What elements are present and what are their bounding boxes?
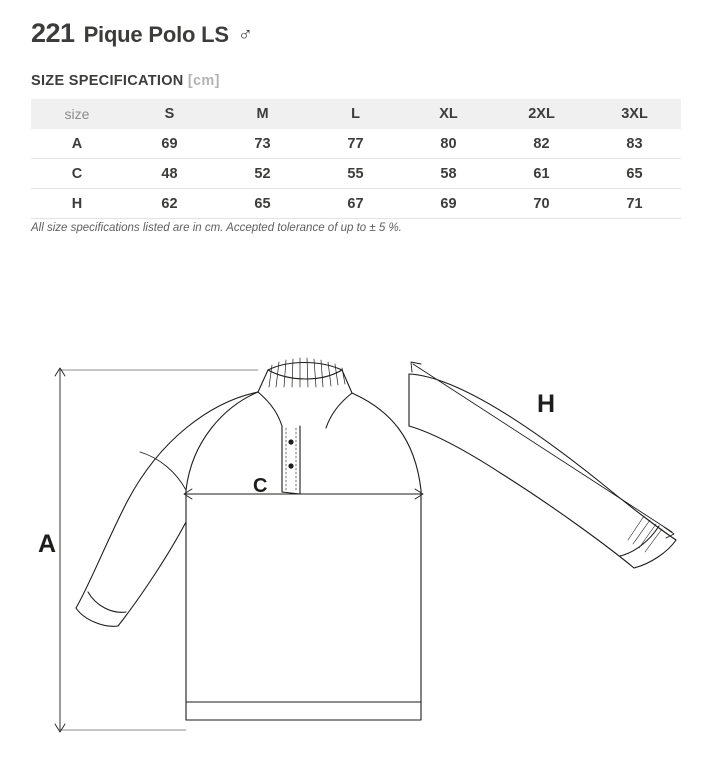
measure-line-a — [55, 368, 258, 732]
cell-c-l: 55 — [347, 165, 364, 182]
table-col-2xl: 2XL — [528, 106, 555, 122]
cell-a-l: 77 — [347, 135, 364, 152]
tolerance-note: All size specifications listed are in cm. Accepted tolerance of up to ± 5 %. — [31, 222, 402, 234]
size-specification-unit: [cm] — [187, 73, 220, 89]
cell-c-m: 52 — [254, 165, 271, 182]
table-header — [31, 99, 681, 129]
cell-h-l: 67 — [347, 195, 364, 212]
polo-armhole-seams — [140, 452, 186, 490]
cell-c-s: 48 — [161, 165, 178, 182]
measure-line-h — [411, 362, 674, 538]
cell-c-3xl: 65 — [626, 165, 643, 182]
size-specification-heading — [31, 73, 220, 89]
table-col-s: S — [164, 106, 175, 122]
table-row — [31, 189, 681, 219]
cell-a-2xl: 82 — [533, 135, 550, 152]
table-col-m: M — [256, 106, 269, 122]
measure-label-c: C — [253, 475, 268, 497]
table-header-row — [31, 99, 681, 129]
polo-collar — [258, 358, 352, 428]
table-row — [31, 129, 681, 159]
measure-label-a: A — [38, 530, 57, 558]
table-col-l: L — [351, 106, 360, 122]
product-title — [31, 18, 253, 49]
polo-left-sleeve — [76, 392, 258, 626]
table-col-3xl: 3XL — [621, 106, 648, 122]
cell-h-xl: 69 — [440, 195, 457, 212]
measure-label-h: H — [537, 390, 556, 418]
cell-a-s: 69 — [161, 135, 178, 152]
product-code: 221 — [31, 18, 75, 48]
size-specification-label: SIZE SPECIFICATION — [31, 73, 184, 89]
table-corner-label: size — [64, 106, 90, 122]
product-name: Pique Polo LS — [83, 22, 229, 47]
table-body — [31, 129, 681, 219]
cell-a-xl: 80 — [440, 135, 457, 152]
cell-c-2xl: 61 — [533, 165, 550, 182]
size-specification-table — [31, 99, 681, 219]
cell-h-s: 62 — [161, 195, 178, 212]
table-col-xl: XL — [439, 106, 458, 122]
cell-a-m: 73 — [254, 135, 271, 152]
row-label-h: H — [71, 195, 83, 212]
cell-h-m: 65 — [254, 195, 271, 212]
cell-h-2xl: 70 — [533, 195, 550, 212]
garment-technical-drawing — [0, 330, 712, 750]
measure-line-c — [184, 489, 423, 499]
cell-c-xl: 58 — [440, 165, 457, 182]
polo-body-outline — [186, 392, 421, 720]
cell-a-3xl: 83 — [626, 135, 643, 152]
cell-h-3xl: 71 — [626, 195, 643, 212]
polo-placket — [282, 426, 300, 494]
row-label-a: A — [71, 135, 83, 152]
row-label-c: C — [71, 165, 83, 182]
table-row — [31, 159, 681, 189]
male-symbol-icon: ♂ — [237, 24, 253, 46]
